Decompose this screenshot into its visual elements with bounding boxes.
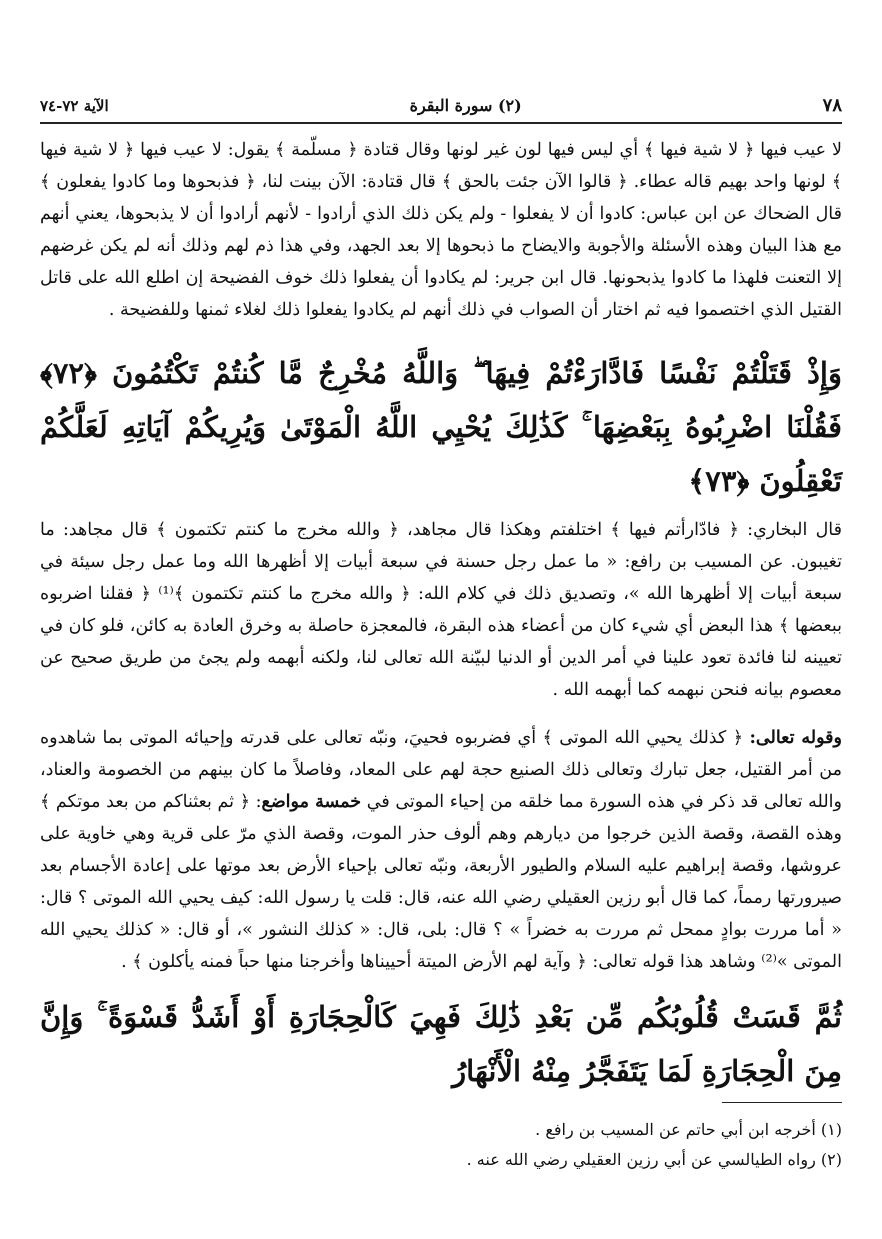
paragraph-lead: وقوله تعالى: <box>749 728 842 748</box>
commentary-paragraph-3 <box>40 722 842 978</box>
emphasis-text: خمسة مواضع <box>261 792 362 812</box>
page <box>40 95 842 1104</box>
footnote-divider <box>722 1102 842 1103</box>
commentary-paragraph-1: لا عيب فيها ﴿ لا شية فيها ﴾ أي ليس فيها لون غير لونها وقال قتادة ﴿ مسلّمة ﴾ يقول: لا عيب فيها ﴿ لا شية فيها ﴾ لونها واحد بهيم قاله عطاء. ﴿ قالوا الآن جئت بالحق ﴾ قال قتادة: الآن بينت لنا، ﴿ فذبحوها وما كادوا يفعلون ﴾ قال الضحاك عن ابن عباس: كادوا أن لا يفعلوا - ولم يكن ذلك الذي أرادوا - لأنهم أرادوا أن لا يذبحوها، يعني أنهم مع هذا البيان وهذه الأسئلة والأجوبة والايضاح ما ذبحوها إلا بعد الجهد، وفي هذا ذم لهم وذلك أنه لم يكن غرضهم إلا التعنت فلهذا ما كادوا يذبحونها. قال ابن جرير: لم يكادوا أن يفعلوا ذلك خوف الفضيحة إن اطلع الله على قاتل القتيل الذي اختصموا فيه ثم اختار أن الصواب في ذلك أنهم لم يكادوا يفعلوا ذلك لغلاء ثمنها وللفضيحة . <box>40 140 842 320</box>
quran-verse-74: ثُمَّ قَسَتْ قُلُوبُكُم مِّن بَعْدِ ذَٰلِكَ فَهِيَ كَالْحِجَارَةِ أَوْ أَشَدُّ قَسْوَةً ۚ وَإِنَّ مِنَ الْحِجَارَةِ لَمَا يَتَفَجَّرُ مِنْهُ الْأَنْهَارُ <box>40 1000 842 1088</box>
commentary-paragraph-2: قال البخاري: ﴿ فادّارأتم فيها ﴾ اختلفتم وهكذا قال مجاهد، ﴿ والله مخرج ما كنتم تكتمون ﴾ قال مجاهد: ما تغيبون. عن المسيب بن رافع: « ما عمل رجل حسنة في سبعة أبيات إلا أظهرها الله وما عمل رجل سيئة في سبعة أبيات إلا أظهرها الله »، وتصديق ذلك في كلام الله: ﴿ والله مخرج ما كنتم تكتمون ﴾⁽¹⁾ ﴿ فقلنا اضربوه ببعضها ﴾ هذا البعض أي شيء كان من أعضاء هذه البقرة، فالمعجزة حاصلة به وخرق العادة به كائن، فلو كان في تعيينه لنا فائدة تعود علينا في أمر الدين أو الدنيا لبيّنة الله تعالى لنا، ولكنه أبهمه ولم يجئ من طريق صحيح عن معصوم بيانه فنحن نبهمه كما أبهمه الله . <box>40 520 842 700</box>
paragraph-text: ﴿ كذلك يحيي الله الموتى ﴾ أي فضربوه فحييَ، ونبّه تعالى على قدرته وإحيائه الموتى بما شاهدوه من أمر القتيل، جعل تبارك وتعالى ذلك الصنيع حجة لهم على المعاد، وفاصلاً ما كان بينهم من الخصومة والعناد، والله تعالى قد ذكر في هذه السورة مما خلقه من إحياء الموتى في <box>40 728 842 812</box>
footnote-1: (١) أخرجه ابن أبي حاتم عن المسيب بن رافع . <box>535 1120 842 1139</box>
footnotes <box>40 1102 842 1175</box>
paragraph-text: : ﴿ ثم بعثناكم من بعد موتكم ﴾ وهذه القصة، وقصة الذين خرجوا من ديارهم وهم ألوف حذر الموت، وقصة الذي مرّ على قرية وهي خاوية على عروشها، وقصة إبراهيم عليه السلام والطيور الأربعة، ونبّه تعالى بإحياء الأرض بعد موتها على إعادة الأجسام بعد صيرورتها رمماً، كما قال أبو رزين العقيلي رضي الله عنه، قال: قلت يا رسول الله: كيف يحيي الله الموتى ؟ قال: « أما مررت بوادٍ ممحل ثم مررت به خضراً » ؟ قال: بلى، قال: « كذلك النشور »، أو قال: « كذلك يحيي الله الموتى »⁽²⁾ وشاهد هذا قوله تعالى: ﴿ وآية لهم الأرض الميتة أحييناها وأخرجنا منها حباً فمنه يأكلون ﴾ . <box>40 792 842 972</box>
quran-verse-72-73: وَإِذْ قَتَلْتُمْ نَفْسًا فَادَّارَءْتُمْ فِيهَا ۖ وَاللَّهُ مُخْرِجٌ مَّا كُنتُمْ تَكْتُمُونَ ﴿٧٢﴾ فَقُلْنَا اضْرِبُوهُ بِبَعْضِهَا ۚ كَذَٰلِكَ يُحْيِي اللَّهُ الْمَوْتَىٰ وَيُرِيكُمْ آيَاتِهِ لَعَلَّكُمْ تَعْقِلُونَ ﴿٧٣﴾ <box>40 356 842 498</box>
ayah-range: الآية ٧٢-٧٤ <box>40 97 109 115</box>
footnote-2: (٢) رواه الطيالسي عن أبي رزين العقيلي رضي الله عنه . <box>466 1150 842 1169</box>
running-header <box>40 95 842 124</box>
surah-title: (٢) سورة البقرة <box>409 96 522 115</box>
page-number: ٧٨ <box>822 95 842 116</box>
